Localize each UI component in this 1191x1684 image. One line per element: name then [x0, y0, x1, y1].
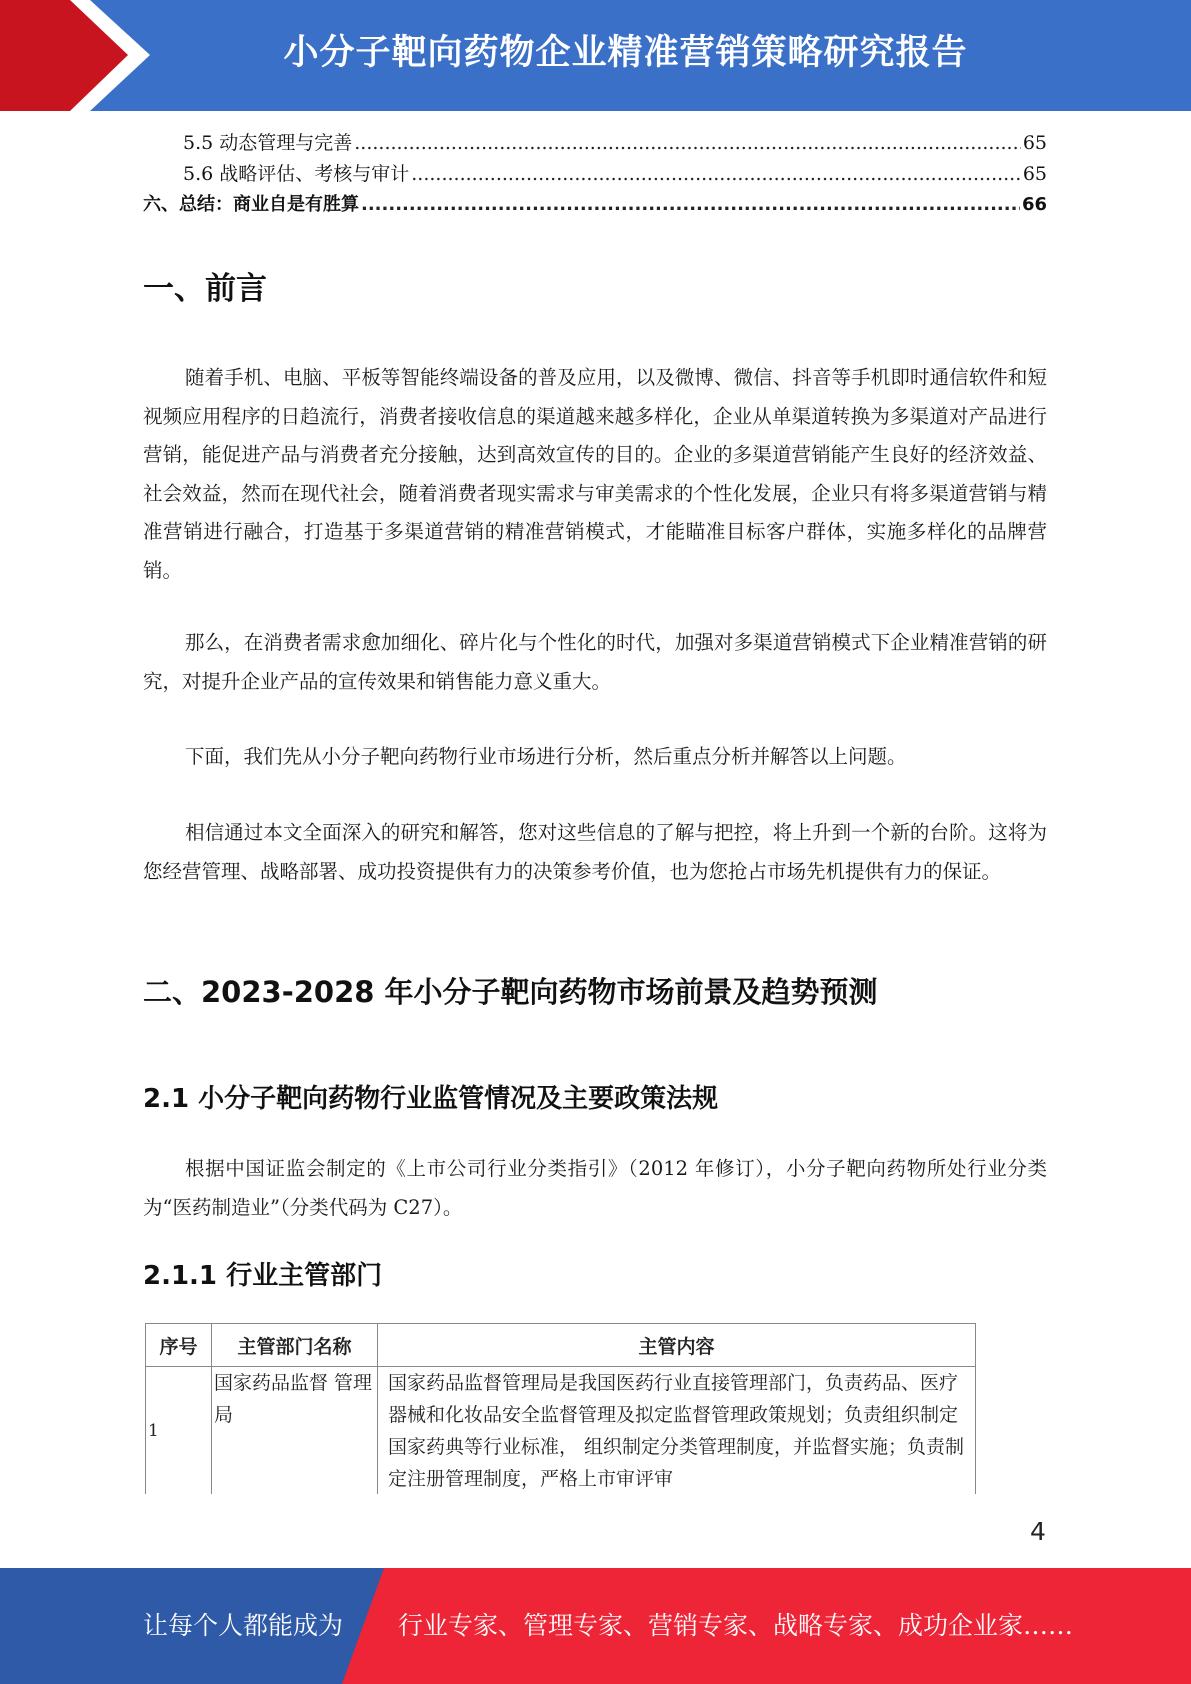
report-title: 小分子靶向药物企业精准营销策略研究报告: [283, 33, 968, 73]
table-header-cell: 主管内容: [378, 1324, 976, 1367]
section-heading-market: 二、2023-2028 年小分子靶向药物市场前景及趋势预测: [143, 975, 878, 1009]
page-number: 4: [1030, 1517, 1046, 1546]
toc-entry-page: 65: [1022, 163, 1047, 185]
toc-entry-label: 六、总结：商业自是有胜算: [143, 194, 359, 215]
table-header-cell: 主管部门名称: [212, 1324, 378, 1367]
footer-slogan-right: 行业专家、管理专家、营销专家、战略专家、成功企业家……: [398, 1611, 1074, 1640]
subsection-heading: 2.1 小分子靶向药物行业监管情况及主要政策法规: [143, 1084, 719, 1114]
page-footer: [0, 1568, 1191, 1684]
toc-entry-label: 5.6 战略评估、考核与审计: [183, 163, 410, 185]
table-cell-index: 1: [146, 1367, 212, 1495]
body-paragraph: 随着手机、电脑、平板等智能终端设备的普及应用，以及微博、微信、抖音等手机即时通信软件和短视频应用程序的日趋流行，消费者接收信息的渠道越来越多样化，企业从单渠道转换为多渠道对产品进行营销，能促进产品与消费者充分接触，达到高效宣传的目的。企业的多渠道营销能产生良好的经济效益、社会效益，然而在现代社会，随着消费者现实需求与审美需求的个性化发展，企业只有将多渠道营销与精准营销进行融合，打造基于多渠道营销的精准营销模式，才能瞄准目标客户群体，实施多样化的品牌营销。: [143, 366, 1047, 582]
subsubsection-heading: 2.1.1 行业主管部门: [143, 1261, 383, 1291]
table-cell-dept: 国家药品监督 管理局: [212, 1367, 378, 1495]
body-paragraph: 那么，在消费者需求愈加细化、碎片化与个性化的时代，加强对多渠道营销模式下企业精准营销的研究，对提升企业产品的宣传效果和销售能力意义重大。: [143, 631, 1047, 693]
footer-slogan-left: 让每个人都能成为: [143, 1611, 344, 1640]
toc-entry-page: 66: [1021, 194, 1047, 215]
toc-entry-page: 65: [1022, 132, 1047, 154]
body-paragraph: 下面，我们先从小分子靶向药物行业市场进行分析，然后重点分析并解答以上问题。: [185, 745, 907, 768]
table-header-row: [146, 1324, 976, 1367]
body-paragraph: 根据中国证监会制定的《上市公司行业分类指引》（2012 年修订），小分子靶向药物所处行业分类为“医药制造业”（分类代码为 C27）。: [143, 1157, 1047, 1219]
toc-entry-label: 5.5 动态管理与完善: [183, 132, 353, 154]
table-row: [146, 1367, 976, 1495]
table-cell-content: 国家药品监督管理局是我国医药行业直接管理部门，负责药品、医疗器械和化妆品安全监督管理及拟定监督管理政策规划；负责组织制定国家药典等行业标准， 组织制定分类管理制度，并监督实施；负责制定注册管理制度，严格上市审评审: [378, 1367, 976, 1495]
section-heading-preface: 一、前言: [143, 271, 267, 307]
body-paragraph: 相信通过本文全面深入的研究和解答，您对这些信息的了解与把控，将上升到一个新的台阶。这将为您经营管理、战略部署、成功投资提供有力的决策参考价值，也为您抢占市场先机提供有力的保证。: [143, 821, 1047, 883]
department-table: [145, 1323, 976, 1494]
table-header-cell: 序号: [146, 1324, 212, 1367]
